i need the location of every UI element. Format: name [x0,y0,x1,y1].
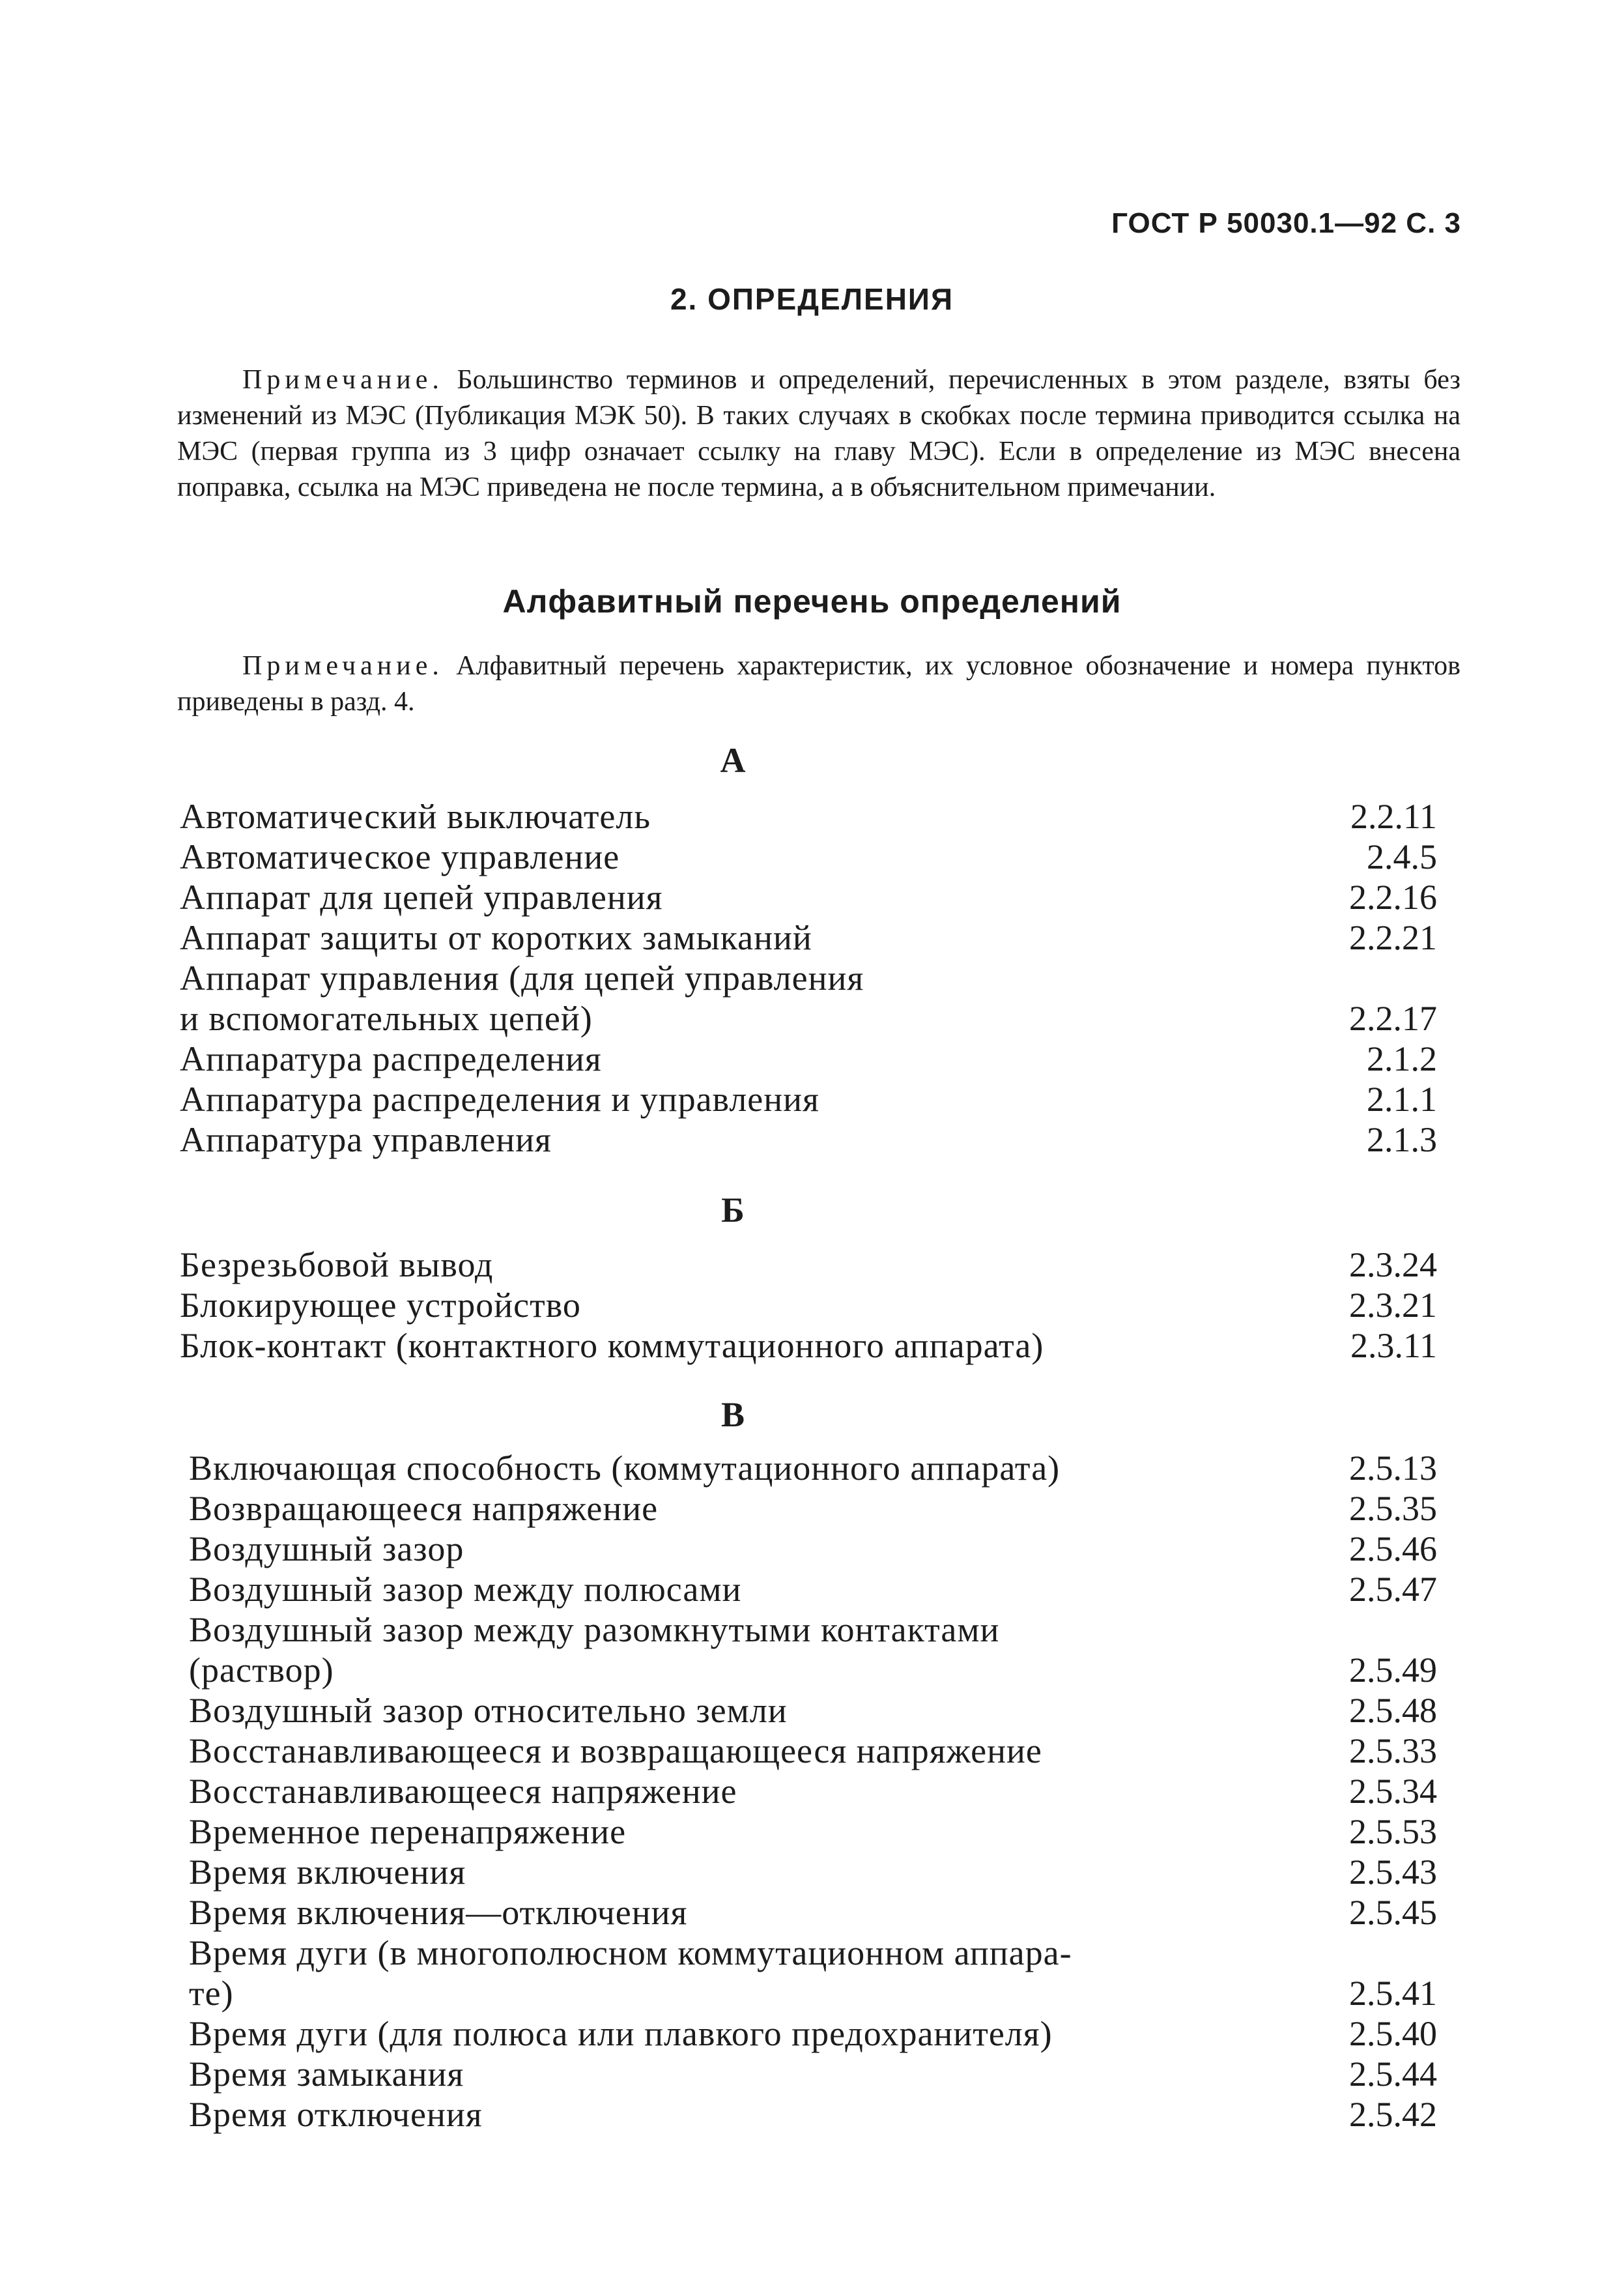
clause-number: 2.5.43 [1349,1852,1437,1892]
list-item [189,1892,1437,1933]
note-1-lead: Примечание. [242,365,444,395]
list-item [180,1325,1437,1366]
term: Аппарат защиты от коротких замыканий [180,918,812,957]
term: Восстанавливающееся и возвращающееся напряжение [189,1731,1042,1770]
term: Автоматическое управление [180,837,620,876]
list-item [189,1933,1437,2013]
list-item [180,958,1437,1039]
term: Время замыкания [189,2054,464,2094]
list-item [180,1119,1437,1160]
group-list-b [180,1245,1437,1366]
note-2-text: Алфавитный перечень характеристик, их условное обозначение и номера пунктов приведены в разд. 4. [177,651,1460,717]
list-item [189,1448,1437,1488]
clause-number: 2.2.11 [1350,797,1437,836]
clause-number: 2.2.16 [1349,878,1437,917]
list-item [189,1569,1437,1609]
group-letter-a: А [720,741,746,780]
clause-number: 2.5.44 [1349,2054,1437,2094]
note-2-lead: Примечание. [242,651,444,681]
group-letter-b: Б [721,1190,745,1230]
note-2 [177,648,1460,720]
clause-number: 2.5.46 [1349,1529,1437,1568]
term: Включающая способность (коммутационного аппарата) [189,1448,1061,1488]
clause-number: 2.2.17 [1349,999,1437,1038]
term: Воздушный зазор [189,1529,464,1568]
list-item [189,1609,1437,1690]
term: Блокирующее устройство [180,1286,581,1325]
clause-number: 2.1.1 [1367,1080,1437,1119]
list-item [189,1731,1437,1771]
clause-number: 2.1.3 [1367,1120,1437,1159]
term: Аппарат управления (для цепей управления и вспомогательных цепей) [180,958,864,1038]
term: Время включения [189,1852,466,1892]
clause-number: 2.5.40 [1349,2014,1437,2053]
group-letter-v: В [720,1395,745,1434]
clause-number: 2.3.24 [1349,1245,1437,1284]
list-item [180,837,1437,877]
group-list-a [180,796,1437,1160]
page-header: ГОСТ Р 50030.1—92 С. 3 [1111,207,1461,239]
term: Аппаратура распределения и управления [180,1080,819,1119]
clause-number: 2.5.48 [1349,1691,1437,1730]
note-1 [177,362,1460,506]
note-1-text: Большинство терминов и определений, перечисленных в этом разделе, взяты без изменений из МЭС (Публикация МЭК 50). В таких случаях в скобках после термина приводится ссылка на МЭС (первая группа из 3 цифр означает ссылку на главу МЭС). Если в определение из МЭС внесена поправка, ссылка на МЭС приведена не после термина, а в объяснительном примечании. [177,365,1460,502]
term: Время дуги (для полюса или плавкого предохранителя) [189,2014,1053,2053]
clause-number: 2.5.34 [1349,1772,1437,1811]
term: Блок-контакт (контактного коммутационного аппарата) [180,1326,1044,1365]
clause-number: 2.3.21 [1349,1286,1437,1325]
list-item [180,877,1437,917]
clause-number: 2.2.21 [1349,918,1437,957]
term: Автоматический выключатель [180,797,651,836]
clause-number: 2.5.13 [1349,1448,1437,1488]
term: Воздушный зазор относительно земли [189,1691,788,1730]
clause-number: 2.5.33 [1349,1731,1437,1770]
list-item [180,1039,1437,1079]
list-item [180,917,1437,958]
term: Время включения—отключения [189,1893,688,1932]
list-item [189,2013,1437,2054]
group-list-v [189,1448,1437,2135]
index-title: Алфавитный перечень определений [502,583,1122,620]
clause-number: 2.5.53 [1349,1812,1437,1851]
list-item [180,796,1437,837]
clause-number: 2.5.42 [1349,2095,1437,2134]
term: Время отключения [189,2095,483,2134]
clause-number: 2.3.11 [1350,1326,1437,1365]
term: Воздушный зазор между полюсами [189,1570,742,1609]
clause-number: 2.1.2 [1367,1039,1437,1078]
term: Аппаратура управления [180,1120,552,1159]
term: Возвращающееся напряжение [189,1489,659,1528]
list-item [180,1285,1437,1325]
clause-number: 2.5.45 [1349,1893,1437,1932]
term: Восстанавливающееся напряжение [189,1772,737,1811]
term: Аппарат для цепей управления [180,878,663,917]
clause-number: 2.4.5 [1367,837,1437,876]
term: Безрезьбовой вывод [180,1245,494,1284]
clause-number: 2.5.41 [1349,1974,1437,2013]
list-item [189,1488,1437,1529]
list-item [189,2094,1437,2135]
term: Воздушный зазор между разомкнутыми контактами (раствор) [189,1610,1000,1690]
clause-number: 2.5.49 [1349,1650,1437,1690]
list-item [189,1771,1437,1811]
list-item [189,1690,1437,1731]
term: Время дуги (в многополюсном коммутационном аппара- те) [189,1933,1072,2013]
term: Аппаратура распределения [180,1039,602,1078]
list-item [189,1811,1437,1852]
clause-number: 2.5.47 [1349,1570,1437,1609]
list-item [189,1529,1437,1569]
list-item [189,2054,1437,2094]
list-item [180,1245,1437,1285]
list-item [180,1079,1437,1119]
section-title: 2. ОПРЕДЕЛЕНИЯ [670,282,954,316]
clause-number: 2.5.35 [1349,1489,1437,1528]
list-item [189,1852,1437,1892]
term: Временное перенапряжение [189,1812,627,1851]
